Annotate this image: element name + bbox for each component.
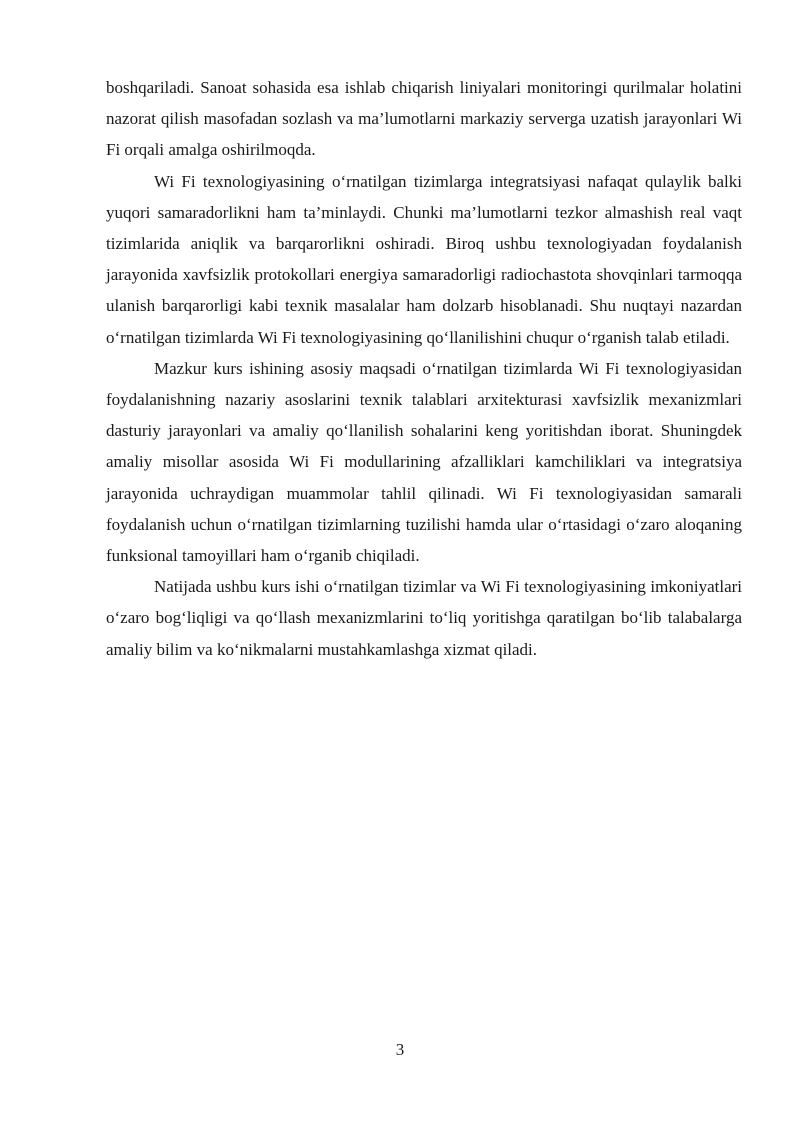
body-text (106, 72, 742, 665)
paragraph: Wi Fi texnologiyasining o‘rnatilgan tizimlarga integratsiyasi nafaqat qulaylik balki yuqori samaradorlikni ham ta’minlaydi. Chunki ma’lumotlarni tezkor almashish real vaqt tizimlarida aniqlik va barqarorlikni oshiradi. Biroq ushbu texnologiyadan foydalanish jarayonida xavfsizlik protokollari energiya samaradorligi radiochastota shovqinlari tarmoqqa ulanish barqarorligi kabi texnik masalalar ham dolzarb hisoblanadi. Shu nuqtayi nazardan o‘rnatilgan tizimlarda Wi Fi texnologiyasining qo‘llanilishini chuqur o‘rganish talab etiladi. (106, 171, 742, 347)
paragraph: Mazkur kurs ishining asosiy maqsadi o‘rnatilgan tizimlarda Wi Fi texnologiyasidan foydalanishning nazariy asoslarini texnik talablari arxitekturasi xavfsizlik mexanizmlari dasturiy jarayonlari va amaliy qo‘llanilish sohalarini keng yoritishdan iborat. Shuningdek amaliy misollar asosida Wi Fi modullarining afzalliklari kamchiliklari va integratsiya jarayonida uchraydigan muammolar tahlil qilinadi. Wi Fi texnologiyasidan samarali foydalanish uchun o‘rnatilgan tizimlarning tuzilishi hamda ular o‘rtasidagi o‘zaro aloqaning funksional tamoyillari ham o‘rganib chiqiladi. (106, 358, 742, 566)
paragraph-continuation: boshqariladi. Sanoat sohasida esa ishlab chiqarish liniyalari monitoringi qurilmalar holatini nazorat qilish masofadan sozlash va ma’lumotlarni markaziy serverga uzatish jarayonlari Wi Fi orqali amalga oshirilmoqda. (106, 78, 742, 160)
paragraph: Natijada ushbu kurs ishi o‘rnatilgan tizimlar va Wi Fi texnologiyasining imkoniyatlari o‘zaro bog‘liqligi va qo‘llash mexanizmlarini to‘liq yoritishga qaratilgan bo‘lib talabalarga amaliy bilim va ko‘nikmalarni mustahkamlashga xizmat qiladi. (106, 577, 742, 659)
page-number: 3 (395, 1040, 405, 1059)
